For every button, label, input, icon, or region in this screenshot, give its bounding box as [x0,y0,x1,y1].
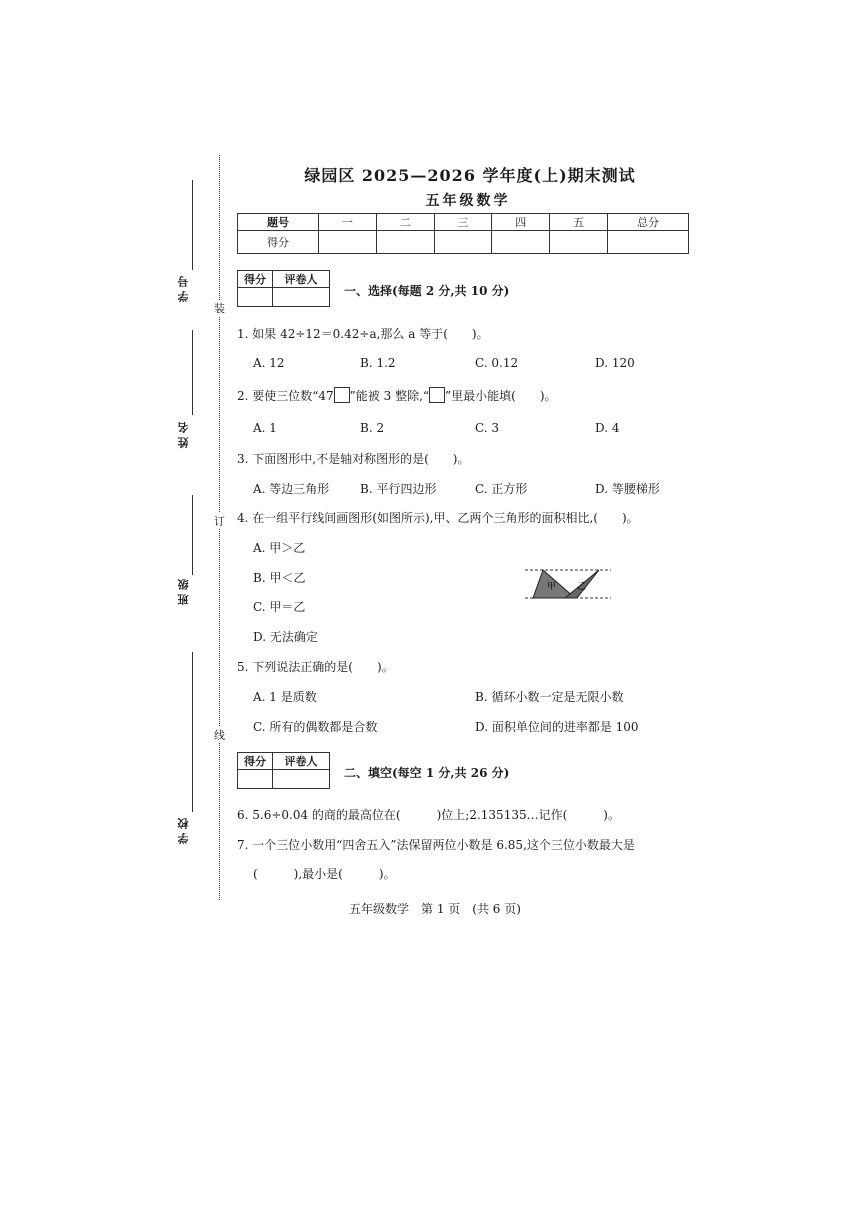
q4-option-a: A. 甲＞乙 [253,541,306,555]
score-cell[interactable] [608,231,689,254]
q5-option-d: D. 面积单位间的进率都是 100 [475,720,639,734]
score-header-5: 五 [550,214,608,231]
q1-option-d: D. 120 [595,356,635,370]
exam-title: 绿园区 2025—2026 学年度(上)期末测试 [304,166,636,185]
score-cell[interactable] [376,231,434,254]
grader-name-label: 评卷人 [273,271,330,288]
exam-subtitle: 五年级数学 [425,193,511,209]
q2-option-b: B. 2 [360,421,385,435]
grader-box-2 [237,752,330,789]
parallel-lines-figure [525,562,611,604]
grader-score-cell[interactable] [238,288,273,307]
question-7-line2: ( ),最小是( )。 [253,867,396,881]
score-cell[interactable] [492,231,550,254]
label-yi: 乙 [577,582,587,592]
score-row-label: 得分 [238,231,319,254]
q2-blank-box [334,387,350,403]
q3-option-c: C. 正方形 [475,482,528,496]
school-label: 学校 [177,814,190,844]
q1-option-c: C. 0.12 [475,356,519,370]
grader-name-cell[interactable] [273,770,330,789]
score-header-2: 二 [376,214,434,231]
grader-name-cell[interactable] [273,288,330,307]
class-blank [192,495,193,575]
score-cell[interactable] [434,231,492,254]
q2-text-part1: 2. 要使三位数“47 [237,389,334,403]
q4-option-b: B. 甲＜乙 [253,571,306,585]
binding-mark-ding: 订 [214,515,225,528]
question-1: 1. 如果 42÷12＝0.42÷a,那么 a 等于( )。 [237,327,489,341]
name-blank [192,330,193,415]
question-5: 5. 下列说法正确的是( )。 [237,660,394,674]
grader-score-cell[interactable] [238,770,273,789]
question-7-line1: 7. 一个三位小数用“四舍五入”法保留两位小数是 6.85,这个三位小数最大是 [237,838,635,852]
binding-mark-xian: 线 [214,729,225,742]
q4-option-c: C. 甲＝乙 [253,600,306,614]
q2-blank-box [429,387,445,403]
score-header-label: 题号 [238,214,319,231]
q5-option-c: C. 所有的偶数都是合数 [253,720,378,734]
student-id-label: 学号 [177,272,190,302]
score-table [237,213,689,254]
score-header-total: 总分 [608,214,689,231]
grader-box-1 [237,270,330,307]
question-2 [237,387,557,404]
q5-option-a: A. 1 是质数 [253,690,317,704]
class-label: 班级 [177,575,190,605]
page-footer: 五年级数学 第 1 页 (共 6 页) [349,902,521,916]
q1-option-b: B. 1.2 [360,356,396,370]
q3-option-d: D. 等腰梯形 [595,482,660,496]
score-header-3: 三 [434,214,492,231]
q2-text-part3: ”里最小能填( )。 [445,389,557,403]
section1-title: 一、选择(每题 2 分,共 10 分) [344,284,510,298]
name-label: 姓名 [177,418,190,448]
label-jia: 甲 [547,582,557,592]
grader-score-label: 得分 [238,271,273,288]
q5-option-b: B. 循环小数一定是无限小数 [475,690,624,704]
q4-option-d: D. 无法确定 [253,630,318,644]
q2-option-c: C. 3 [475,421,500,435]
question-6: 6. 5.6÷0.04 的商的最高位在( )位上;2.135135…记作( )。 [237,808,620,822]
score-header-1: 一 [319,214,377,231]
score-cell[interactable] [550,231,608,254]
q2-option-d: D. 4 [595,421,620,435]
binding-mark-zhuang: 装 [214,302,225,315]
q3-option-a: A. 等边三角形 [253,482,330,496]
q1-option-a: A. 12 [253,356,285,370]
score-header-4: 四 [492,214,550,231]
q2-option-a: A. 1 [253,421,277,435]
grader-name-label: 评卷人 [273,753,330,770]
school-blank [192,652,193,812]
q3-option-b: B. 平行四边形 [360,482,437,496]
grader-score-label: 得分 [238,753,273,770]
student-id-blank [192,180,193,270]
question-4: 4. 在一组平行线间画图形(如图所示),甲、乙两个三角形的面积相比,( )。 [237,511,639,525]
q2-text-part2: ”能被 3 整除,“ [349,389,430,403]
score-cell[interactable] [319,231,377,254]
question-3: 3. 下面图形中,不是轴对称图形的是( )。 [237,452,470,466]
section2-title: 二、填空(每空 1 分,共 26 分) [344,766,510,780]
